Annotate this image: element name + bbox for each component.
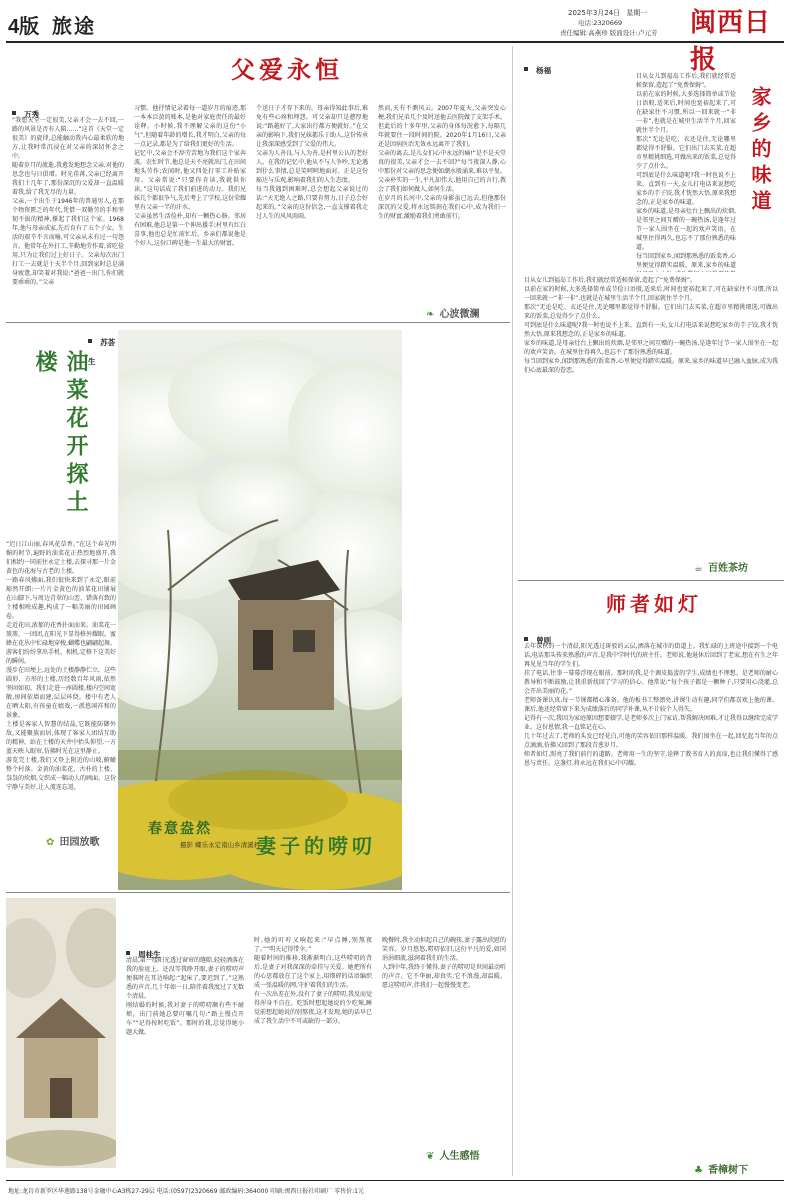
teacher-top-rule [518, 580, 784, 581]
hometown-author: 杨福 [536, 66, 552, 75]
farmhouse [228, 560, 340, 710]
byline-marker-icon [524, 637, 528, 641]
rapeseed-tag-text: 田园放歌 [59, 837, 100, 848]
hometown-byline [524, 58, 551, 77]
section-divider [512, 46, 513, 1176]
article-hometown [518, 46, 784, 576]
father-col-3: 个送日子才存下来的。母亲得知此事后,难免有些心疼和埋怨。可父亲却只是憨厚地说:“路越好了,大家出行都方便就好。”在父亲的影响下,我们兄妹都乐于助人,这份传承让我深深感受到了父爱的伟大。 父亲为人善良,与人为善,是村里公认的老好人。在我的记忆中,他从不与人争吵,无论遇到什么事情,总是笑呵呵地面对。正是这份豁达与乐观,影响着我们的人生态度。 每当我遇到困难时,总会想起父亲说过的话:“天无绝人之路,只要肯努力,日子总会好起来的。”父亲的这份信念,一直支撑着我走过人生的风风雨雨。 [256, 105, 368, 220]
footer-info: 地址:龙岩市新罗区华莲路138号金融中心A3栋27-29层 电话:(0597)2320669 邮政编码:364000 印刷:闽西日报社印刷厂 零售价:1元 [8, 1188, 364, 1195]
father-tag-text: 心波微澜 [439, 309, 480, 320]
rapeseed-author: 苏荟生 [88, 338, 116, 366]
masthead-rule [6, 41, 784, 43]
teacher-title: 师者如灯 [606, 592, 702, 616]
wife-col-1: 清晨,第一缕阳光透过窗帘的缝隙,轻轻洒落在我的脸庞上。还没等我睁开眼,妻子的唠叨声便准时在耳边响起:“起床了,要迟到了。”这熟悉的声音,几十年如一日,陪伴着我度过了无数个清晨。 刚结婚的时候,我对妻子的唠叨颇有些不耐烦。出门前她总要叮嘱几句:“路上慢点开车”“记得按时吃饭”。那时的我,总觉得她小题大做。 [126, 957, 244, 1036]
wife-photo [6, 898, 116, 1168]
rapeseed-title: 油菜花开探土楼 [32, 350, 89, 518]
father-title: 父爱永恒 [231, 55, 343, 84]
hometown-tag [694, 556, 748, 575]
father-col-1: “我想天堂一定很美,父亲才会一去不回,一路的风景是否有人陪……”这首《天堂一定很美》的旋律,总能触动我内心最柔软的地方,让我时常沉浸在对父亲的深切怀念之中。 随着岁月的流逝,我愈发地想念父亲,对他的思念也与日俱增。时光荏苒,父亲已经离开我们十几年了,那份深沉的父爱却一直温暖着我,给了我无尽的力量。 父亲,一个出生于1946年的普通男人,在那个物资匮乏的年代,凭借一双勤劳的手和坚韧不拔的精神,撑起了我们这个家。1968年,他与母亲成家,先后育有了五个子女。生活的艰辛不言而喻,可父亲从未有过一句怨言。他常年在外打工,辛勤地劳作着,省吃俭用,只为让我们过上好日子。父亲每次出门打工一去就是十天半个月,回到家时总是满身疲惫,却笑着对我说:“爸爸一出门,你们就要乖乖的。”父亲 [12, 117, 124, 286]
photo-caption-title: 春意盎然 [148, 821, 212, 837]
date-text: 2025年3月24日 [568, 9, 621, 17]
teacher-body: 去年深秋的一个清晨,阳光透过斑驳的云层,洒落在城市的街道上。我忙碌的上班途中接到一个电话,电话那头传来熟悉的声音,是我中学时代的班主任。老师说,他退休后回到了老家,想在有生之年再见见当年的学生们。 挂了电话,往事一幕幕浮现在眼前。那时的我,是个调皮捣蛋的学生,成绩也不理想。是老师的耐心教导和不断鼓励,让我重新找回了学习的信心。他常说:“每个孩子都是一颗种子,只要用心浇灌,总会开出美丽的花。” 老师备课认真,每一节课都精心准备。他的板书工整漂亮,讲课生动有趣,同学们都喜欢上他的课。课后,他还经常留下来为成绩落后的同学补课,从不计较个人得失。 记得有一次,我因为家庭原因想要辍学,是老师多次上门家访,帮我解决困难,才让我得以继续完成学业。这份恩情,我一直铭记在心。 几十年过去了,老师的头发已经花白,可他的笑容依旧那样温暖。我们围坐在一起,回忆起当年的点点滴滴,仿佛又回到了那段青葱岁月。 师者如灯,照亮了我们前行的道路。老师用一生的坚守,诠释了教书育人的真谛,也让我们懂得了感恩与责任。这盏灯,将永远在我们心中闪耀。 [524, 643, 778, 767]
tree-icon: ♣ [694, 1165, 703, 1176]
page-label: 4版 [8, 16, 40, 38]
footer-rule [6, 1180, 784, 1181]
hometown-body-top: 目从女儿到福岛工作后,我们就经常适候保留,造起了“免费保姆”。 以前在家的时候,大多选择简单或节俭日语般,适来后,时间也宽裕起来了,可在缺家往不习惯,所以一回来就一“非一非”,也就是在城里生活半个月,回家就住半个月。 那次“无论是吃、衣还是住,无论哪里都觉得不舒服。它们出门去买菜,在超市里精挑细选,可做出来的饭菜,总觉得少了点什么。 可到底是什么味道呢?我一时也说不上来。直到有一天,女儿打电话来说想吃家乡的芋子饺,我才恍然大悟,原来我想念的,正是家乡的味道。 家乡的味道,是母亲灶台上飘出的炊烟,是邻里之间互赠的一碗热汤,是逢年过节一家人围坐在一起的欢声笑语。在城里住得再久,也忘不了那份熟悉的味道。 每当回到家乡,闻到那熟悉的饭菜香,心里便觉得踏实温暖。原来,家乡的味道 [636, 73, 736, 269]
date [568, 8, 647, 18]
leaf-icon: ❦ [426, 1151, 435, 1162]
weekday-text: 星期一 [626, 9, 648, 17]
rapeseed-byline [88, 330, 116, 368]
phone: 电话:2320669 [578, 19, 623, 27]
article-teacher [518, 580, 784, 1176]
wife-tag [426, 1144, 479, 1163]
teacher-tag-text: 香樟树下 [708, 1165, 749, 1176]
byline-marker-icon [12, 111, 16, 115]
flower-icon: ✿ [46, 837, 55, 848]
teacup-icon: ☕ [694, 563, 703, 574]
article-father [6, 46, 510, 322]
photo-spring [118, 330, 402, 890]
hometown-tag-text: 百姓茶坊 [708, 563, 749, 574]
wife-title: 妻子的唠叨 [256, 834, 376, 858]
wife-top-rule [6, 892, 510, 893]
father-author: 万秀 [24, 110, 40, 119]
teacher-author: 曾则 [536, 636, 552, 645]
father-col-2: 习惯。他抒情记录着每一道岁月的痕迹,那一本本泛黄的账本,是他对家庭责任的最好诠释。小时候,我不理解父亲的这份“小气”,但随着年龄的增长,我才明白,父亲的每一点记录,都是为了给我们更好的生活。 记忆中,父亲会不辞劳苦地为我们这个家奔波。农忙时节,他总是天不亮就出门,在田间地头劳作;农闲时,他又四处打零工补贴家用。父亲常说:“只要你肯读,我就供你读。”这句话成了我们前进的动力。我们兄妹几个都很争气,先后考上了学校,这份荣耀里有父亲一半的汗水。 父亲虽然生活俭朴,却有一颗热心肠。邻居有困难,他总是第一个伸出援手;村里有红白喜事,他也总是忙前忙后。乡亲们都说他是个好人,这份口碑是他一生最大的财富。 [134, 105, 246, 247]
hometown-title: 家乡的味道 [748, 86, 772, 216]
photo-scene [118, 330, 402, 890]
father-tag [426, 302, 479, 321]
paper-logo: 闽西日报 [690, 8, 772, 75]
wife-tag-text: 人生感悟 [439, 1151, 480, 1162]
hometown-body-bottom: 目从女儿到福岛工作后,我们就经常适候保留,造起了“免费保姆”。 以前在家的时候,大多选择简单或节俭日语般,适来后,时间也宽裕起来了,可在缺家往不习惯,所以一回来就一“非一非”,也就是在城里生活半个月,回家就住半个月。 那次“无论是吃、衣还是住,无论哪里都觉得不舒服。它们出门去买菜,在超市里精挑细选,可做出来的饭菜,总觉得少了点什么。 可到底是什么味道呢?我一时也说不上来。直到有一天,女儿打电话来说想吃家乡的芋子饺,我才恍然大悟,原来我想念的,正是家乡的味道。 家乡的味道,是母亲灶台上飘出的炊烟,是邻里之间互赠的一碗热汤,是逢年过节一家人围坐在一起的欢声笑语。在城里住得再久,也忘不了那份熟悉的味道。 每当回到家乡,闻到那熟悉的饭菜香,心里便觉得踏实温暖。原来,家乡的味道早已融入血脉,成为我们心底最深的眷恋。 [524, 277, 778, 374]
wife-author: 周桂生 [138, 950, 161, 959]
wife-col-3: 晚餐时,我主动担起自己的碗筷,妻子露出欣慰的笑容。岁月悠悠,唠叨依旧,这份平凡的爱,如同涓涓细流,滋润着我们的生活。 人到中年,我终于懂得,妻子的唠叨是世间最动听的声音。它不华丽,却真实;它不浪漫,却温暖。愿这唠叨声,伴我们一起慢慢变老。 [382, 937, 506, 989]
father-border [6, 322, 510, 323]
photo-caption-credit: 摄影 蝶乐永定南山乡清溪村 [180, 841, 261, 849]
byline-marker-icon [126, 951, 130, 955]
teacher-tag [694, 1158, 748, 1177]
byline-marker-icon [524, 67, 528, 71]
editors: 责任编辑:高燕珍 版面设计:卢元芳 [560, 29, 658, 37]
byline-marker-icon [88, 339, 92, 343]
father-col-4: 然而,天有不测风云。2007年夏天,父亲突发心梗,我们兄弟几个及时送他去医院做了支架手术。但此后的十多年里,父亲的身体每况愈下,每隔几年就要住一段时间的院。2020年1月16日,父亲还是因病医治无效永远离开了我们。 父亲的离去,是儿女们心中永远的痛!“是不是天堂真的很美,父亲才会一去不回?”每当夜深人静,心中那份对父亲的思念便如潮水般涌来,难以平复。父亲朴实的一生,平凡却伟大,他用自己的言行,教会了我们如何做人,如何生活。 在岁月的长河中,父亲的身影虽已远去,但他那份深沉的父爱,将永远铭刻在我们心中,成为我们一生的财富,激励着我们勇敢前行。 [378, 105, 506, 220]
wife-col-2: 时,她的叮咛又响起来:“早点睡,别熬夜了。”“明天记得带伞。” 随着时间的推移,我渐渐明白,这些唠叨的背后,是妻子对我深深的牵挂与关爱。她把所有的心思都放在了这个家上,用细碎的话语编织成一张温暖的网,守护着我们的生活。 有一次出差在外,没有了妻子的唠叨,我反而觉得浑身不自在。吃饭时想起她说的少吃辣,睡觉前想起她说的别熬夜,这才发现,她的话早已成了我生活中不可或缺的一部分。 [254, 937, 372, 1025]
section-name: 旅途 [52, 14, 96, 38]
article-rapeseed [6, 330, 116, 886]
rapeseed-body: “迟日江山丽,春风花草香。”在这个春光明媚的时节,遍野的油菜花正热烈地盛开,我们相约一同前往永定土楼,去探寻那一片金黄色的花海与古老的土楼。 一路春风拂面,我们很快来到了永定,眼前豁然开朗:一片片金黄色的油菜花田铺展在山脚下,与周边青翠的山峦、错落有致的土楼相映成趣,构成了一幅美丽的田园画卷。 走近花田,浓郁的花香扑面而来。油菜花一簇簇、一团团,在阳光下显得格外耀眼。蜜蜂在花丛中忙碌地穿梭,蝴蝶也翩翩起舞。游客们纷纷拿出手机、相机,定格下这美好的瞬间。 漫步在田埂上,远处的土楼静静伫立。这些圆形、方形的土楼,历经数百年风雨,依然坚固如初。我们走进一座圆楼,楼内空间宽敞,房间依墙而建,层层环绕。楼中有老人在晒太阳,有孩童在嬉戏,一派悠闲祥和的景象。 土楼是客家人智慧的结晶,它既能防御外敌,又能聚族而居,体现了客家人团结互助的精神。站在土楼的天井中抬头仰望,一方蓝天映入眼帘,仿佛时光在这里静止。 游览完土楼,我们又登上附近的山坡,俯瞰整个村落。金黄的油菜花、古朴的土楼、袅袅的炊烟,交织成一幅动人的画面。这份宁静与美好,让人流连忘返。 [6, 541, 116, 791]
leaf-icon: ❧ [426, 309, 435, 320]
rapeseed-tag [46, 830, 99, 849]
